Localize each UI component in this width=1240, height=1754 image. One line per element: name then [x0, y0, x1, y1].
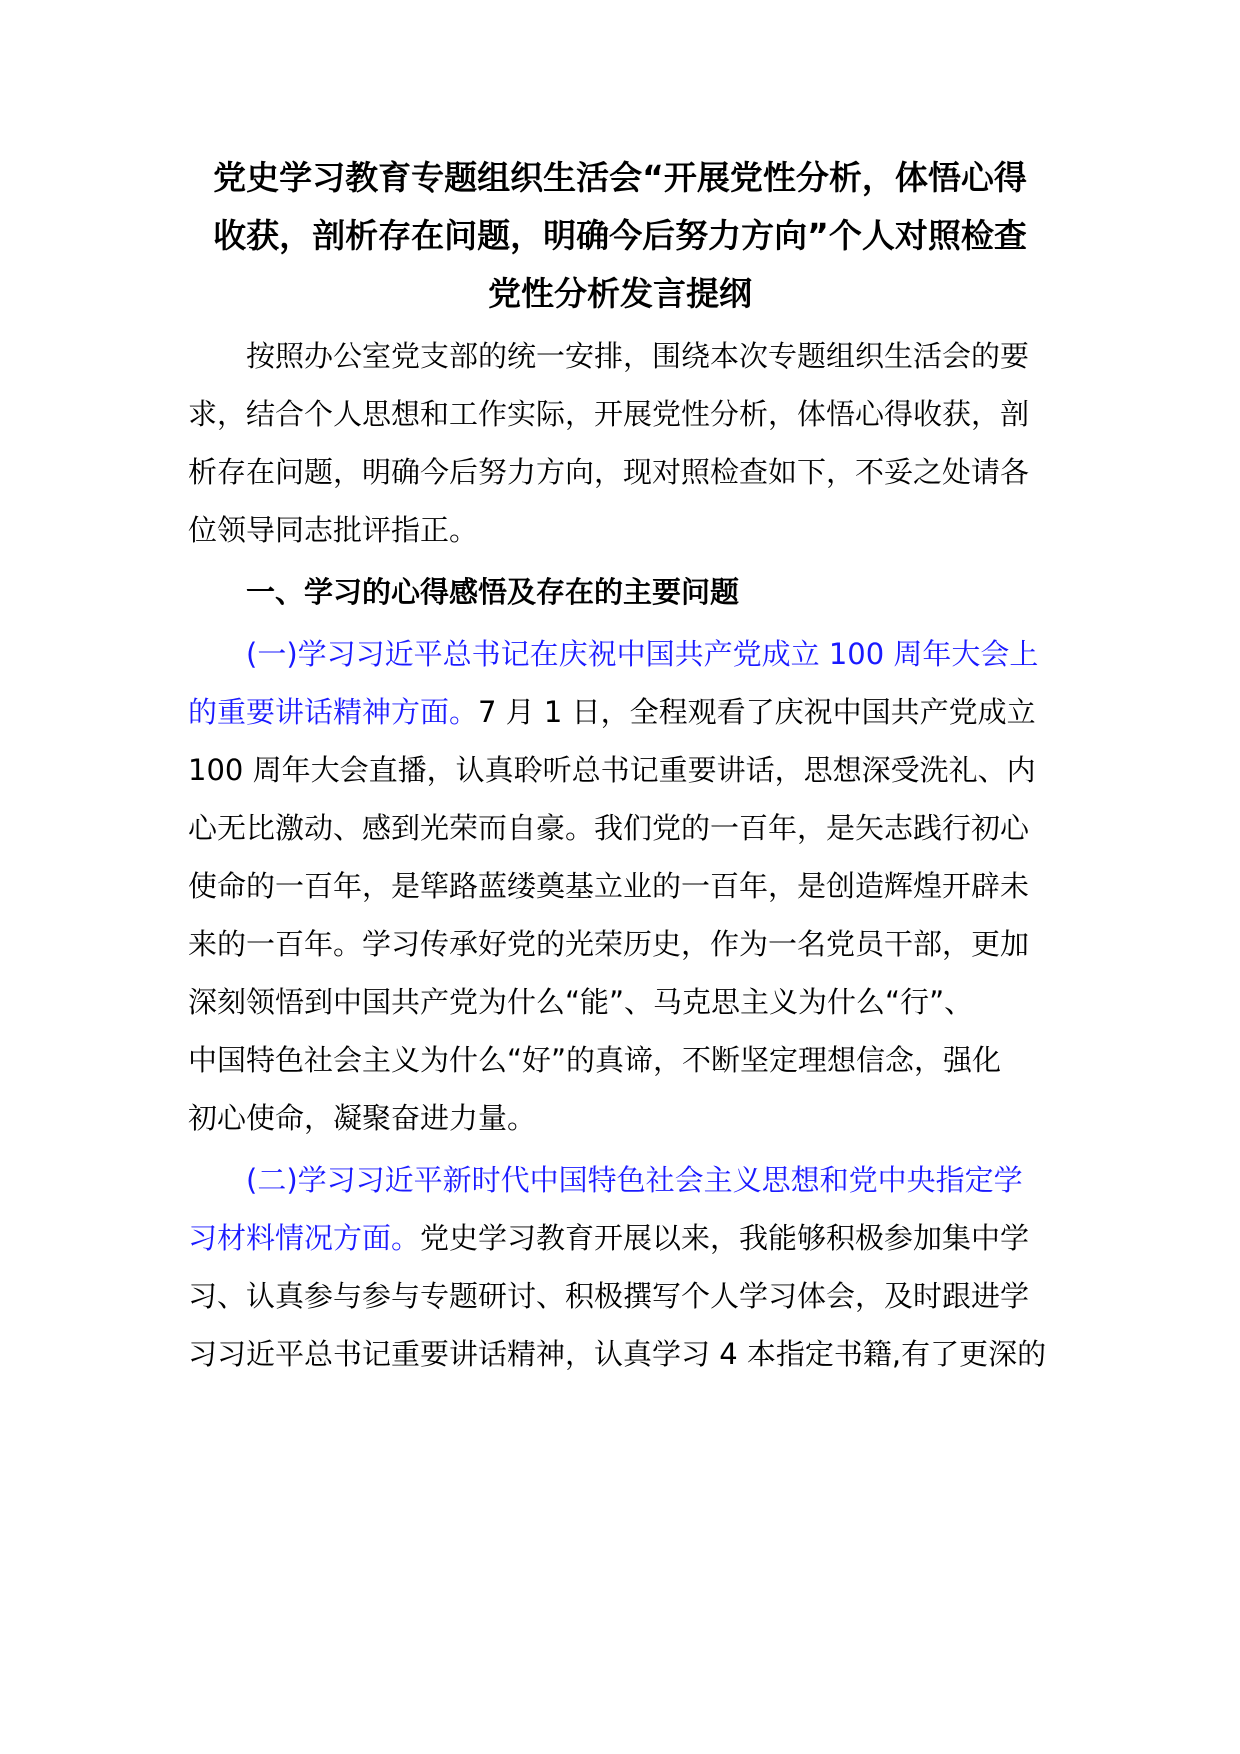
subsection-1-heading-line-1: (一)学习习近平总书记在庆祝中国共产党成立 100 周年大会上: [246, 637, 1039, 671]
subsection-1-body-line-6: 中国特色社会主义为什么“好”的真谛，不断坚定理想信念，强化: [188, 1043, 1002, 1077]
subsection-1-body-line-7: 初心使命，凝聚奋进力量。: [188, 1101, 537, 1135]
intro-line-1: 按照办公室党支部的统一安排，围绕本次专题组织生活会的要: [246, 339, 1030, 373]
subsection-2-text-start: 党史学习教育开展以来，我能够积极参加集中学: [420, 1221, 1030, 1255]
intro-line-3: 析存在问题，明确今后努力方向，现对照检查如下，不妥之处请各: [188, 455, 1030, 489]
intro-line-2: 求，结合个人思想和工作实际，开展党性分析，体悟心得收获，剖: [188, 397, 1030, 431]
subsection-2-body-line-2: 习习近平总书记重要讲话精神，认真学习 4 本指定书籍,有了更深的: [188, 1337, 1047, 1371]
intro-line-4: 位领导同志批评指正。: [188, 513, 479, 547]
subsection-1-body-line-2: 心无比激动、感到光荣而自豪。我们党的一百年，是矢志践行初心: [188, 811, 1030, 845]
document-title-line-3: 党性分析发言提纲: [488, 274, 752, 313]
subsection-2-heading-line-2: 习材料情况方面。: [188, 1221, 421, 1255]
document-title-line-2: 收获，剖析存在问题，明确今后努力方向”个人对照检查: [213, 216, 1027, 255]
subsection-1-body-line-4: 来的一百年。学习传承好党的光荣历史，作为一名党员干部，更加: [188, 927, 1030, 961]
subsection-1-heading-line-2: 的重要讲话精神方面。: [188, 695, 479, 729]
subsection-2-heading-line-1: (二)学习习近平新时代中国特色社会主义思想和党中央指定学: [246, 1163, 1023, 1197]
subsection-1-line-2: [188, 692, 1036, 732]
section-heading-1: 一、学习的心得感悟及存在的主要问题: [246, 575, 740, 609]
subsection-2-body-line-1: 习、认真参与参与专题研讨、积极撰写个人学习体会，及时跟进学: [188, 1279, 1030, 1313]
subsection-1-body-line-3: 使命的一百年，是筚路蓝缕奠基立业的一百年，是创造辉煌开辟未: [188, 869, 1030, 903]
document-title-line-1: 党史学习教育专题组织生活会“开展党性分析，体悟心得: [213, 158, 1027, 197]
subsection-2-line-2: [188, 1218, 1029, 1258]
subsection-1-body-line-1: 100 周年大会直播，认真聆听总书记重要讲话，思想深受洗礼、内: [188, 753, 1036, 787]
subsection-1-body-line-5: 深刻领悟到中国共产党为什么“能”、马克思主义为什么“行”、: [188, 985, 974, 1019]
subsection-1-text-start: 7 月 1 日，全程观看了庆祝中国共产党成立: [478, 695, 1036, 729]
